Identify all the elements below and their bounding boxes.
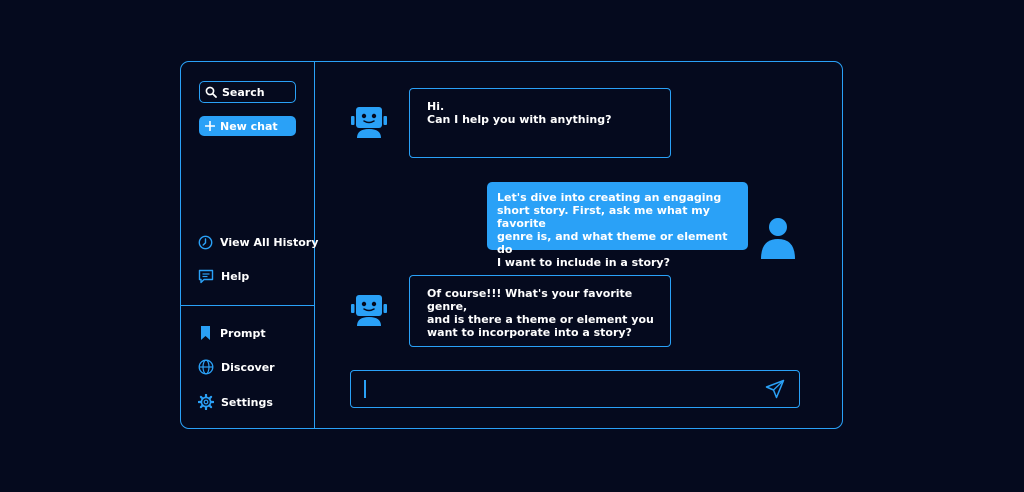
user-icon — [760, 217, 796, 259]
sidebar-item-discover[interactable] — [198, 358, 275, 376]
new-chat-button[interactable] — [199, 116, 296, 136]
sidebar-item-label: View All History — [220, 235, 319, 249]
sidebar-item-label: Settings — [221, 395, 273, 409]
sidebar-item-label: Help — [221, 269, 250, 283]
bookmark-icon — [198, 325, 213, 341]
sidebar-divider — [181, 305, 315, 306]
user-message: Let's dive into creating an engaging short story. First, ask me what my favorite genre is, and what theme or element do I want to include in a story? — [487, 182, 748, 250]
search-input[interactable] — [199, 81, 296, 103]
chat-window — [180, 61, 843, 429]
sidebar — [181, 62, 319, 428]
chat-bubble-icon — [198, 269, 214, 284]
globe-icon — [198, 359, 214, 375]
search-label: Search — [222, 85, 265, 99]
text-caret — [364, 380, 366, 398]
message-input[interactable] — [350, 370, 800, 408]
new-chat-label: New chat — [220, 119, 278, 133]
sidebar-item-settings[interactable] — [198, 393, 273, 411]
robot-icon — [351, 104, 387, 138]
robot-icon — [351, 292, 387, 326]
bot-message: Of course!!! What's your favorite genre, and is there a theme or element you want to incorporate into a story? — [409, 275, 671, 347]
sidebar-item-help[interactable] — [198, 267, 249, 285]
gear-icon — [198, 394, 214, 410]
plus-icon — [205, 121, 215, 131]
bot-message: Hi. Can I help you with anything? — [409, 88, 671, 158]
search-icon — [205, 86, 217, 98]
clock-icon — [198, 235, 213, 250]
sidebar-item-label: Prompt — [220, 326, 266, 340]
sidebar-item-prompt[interactable] — [198, 324, 266, 342]
sidebar-item-history[interactable] — [198, 233, 318, 251]
sidebar-item-label: Discover — [221, 360, 275, 374]
send-icon[interactable] — [765, 379, 785, 399]
